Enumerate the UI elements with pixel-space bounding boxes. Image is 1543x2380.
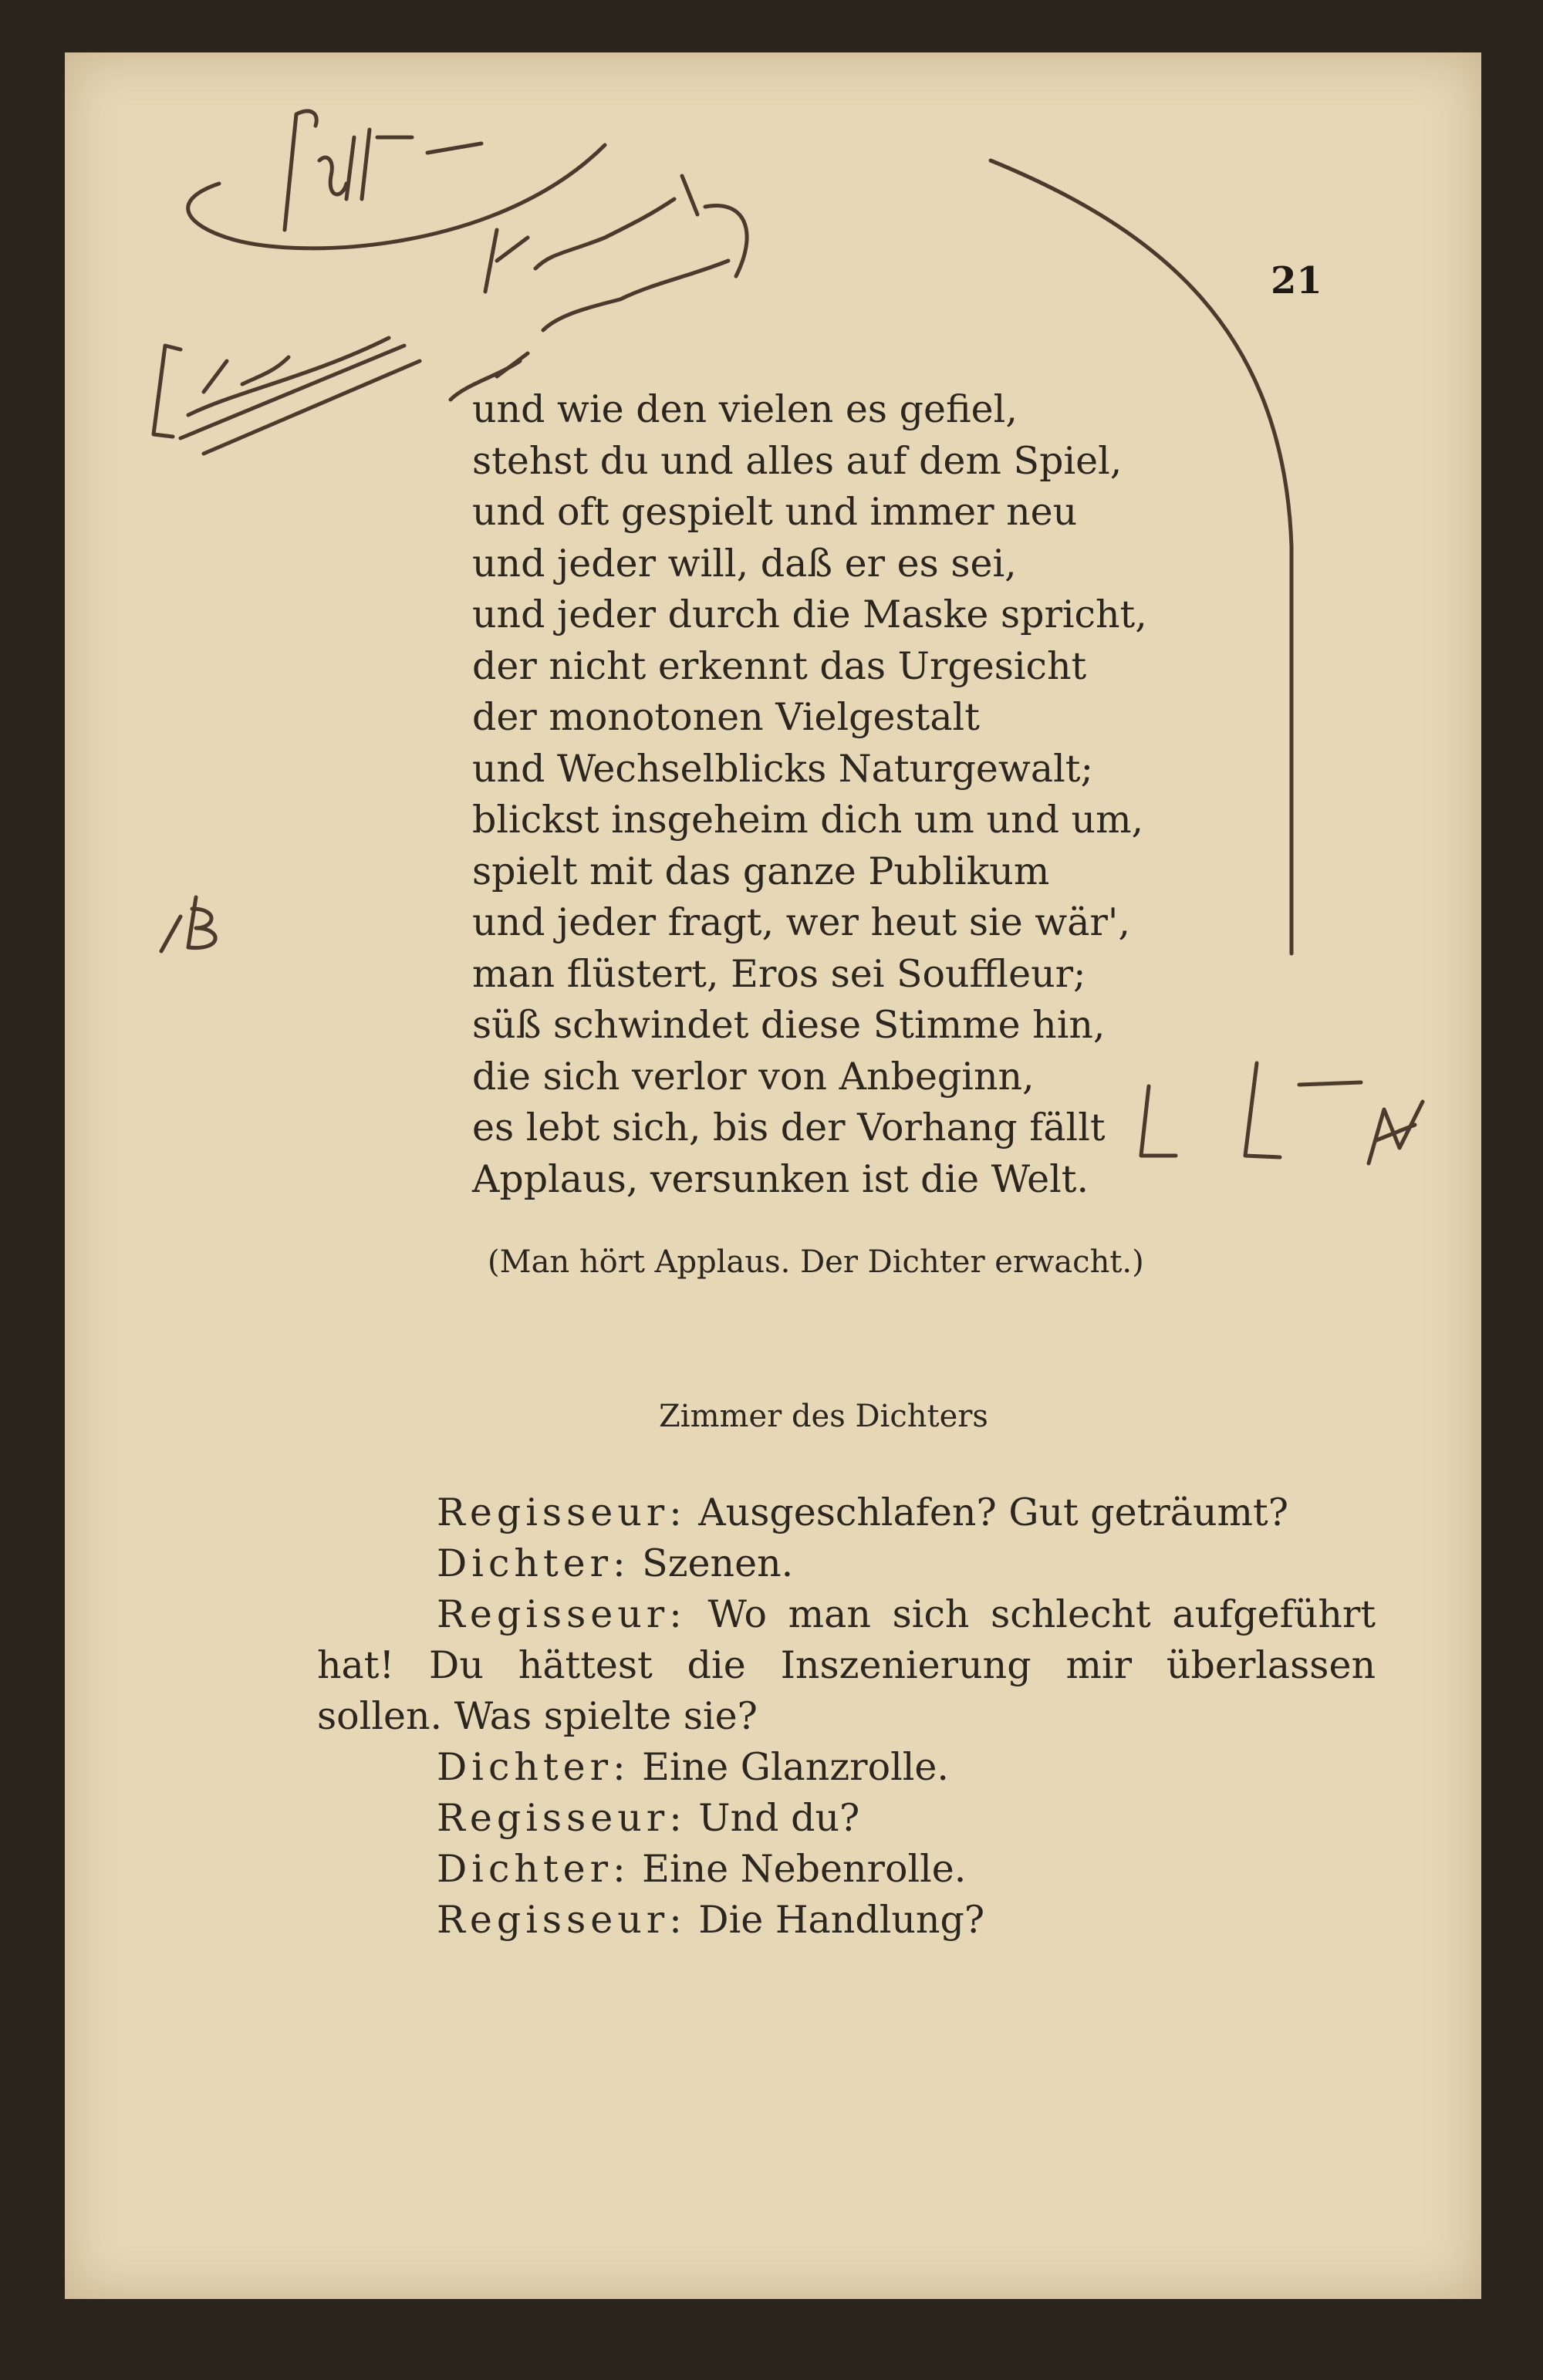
handwriting-kommen — [485, 176, 697, 292]
dialogue-line — [317, 1487, 1376, 1538]
poem-line: und jeder durch die Maske spricht, — [472, 592, 1147, 636]
poem-line: der monotonen Vielgestalt — [472, 695, 980, 739]
handwriting-dreigroschen — [451, 205, 747, 400]
hook-curve-annotation — [188, 145, 605, 248]
speaker-name: Regisseur: — [437, 1592, 687, 1636]
poem-line: und wie den vielen es gefiel, — [472, 387, 1018, 431]
poem — [472, 384, 1147, 1205]
dialogue-text: Wo man sich schlecht aufgeführt hat! Du hättest die Inszenierung mir überlassen sollen. Was spielte sie? — [317, 1592, 1376, 1738]
poem-line: und jeder will, daß er es sei, — [472, 541, 1017, 586]
speaker-name: Regisseur: — [437, 1796, 687, 1840]
poem-line: Applaus, versunken ist die Welt. — [472, 1156, 1089, 1201]
poem-line: es lebt sich, bis der Vorhang fällt — [472, 1106, 1106, 1149]
dialogue — [317, 1487, 1376, 1946]
speaker-name: Dichter: — [437, 1541, 630, 1585]
poem-line: man flüstert, Eros sei Souffleur; — [472, 951, 1086, 996]
dialogue-text: Szenen. — [642, 1541, 794, 1585]
book-page — [65, 52, 1481, 2299]
poem-line: süß schwindet diese Stimme hin, — [472, 1003, 1106, 1047]
handwriting-dash — [1299, 1082, 1361, 1085]
poem-line: und jeder fragt, wer heut sie wär', — [472, 900, 1130, 944]
stage-direction: (Man hört Applaus. Der Dichter erwacht.) — [488, 1244, 1144, 1280]
poem-line: spielt mit das ganze Publikum — [472, 849, 1050, 893]
page-number: 21 — [1271, 259, 1322, 302]
poem-line: blickst insgeheim dich um und um, — [472, 798, 1144, 842]
poem-line: und oft gespielt und immer neu — [472, 490, 1078, 534]
dialogue-text: Eine Glanzrolle. — [642, 1745, 949, 1789]
poem-line: stehst du und alles auf dem Spiel, — [472, 438, 1123, 483]
dialogue-text: Eine Nebenrolle. — [642, 1847, 967, 1891]
poem-line: der nicht erkennt das Urgesicht — [472, 643, 1087, 688]
dialogue-text: Die Handlung? — [698, 1898, 985, 1942]
underline-stroke-1 — [181, 346, 404, 438]
dialogue-line — [317, 1793, 1376, 1844]
handwriting-wandertag — [188, 338, 389, 415]
speaker-name: Dichter: — [437, 1847, 630, 1891]
handwriting-l-mark-2 — [1245, 1063, 1280, 1157]
scene-heading: Zimmer des Dichters — [659, 1399, 988, 1434]
speaker-name: Regisseur: — [437, 1490, 687, 1534]
handwriting-b-mark — [161, 897, 215, 951]
speaker-name: Dichter: — [437, 1745, 630, 1789]
dialogue-text: Ausgeschlafen? Gut geträumt? — [698, 1490, 1288, 1534]
speaker-name: Regisseur: — [437, 1898, 687, 1942]
dialogue-line — [317, 1844, 1376, 1895]
dialogue-line — [317, 1895, 1376, 1946]
dialogue-line — [317, 1589, 1376, 1742]
dialogue-line — [317, 1742, 1376, 1793]
poem-line: und Wechselblicks Naturgewalt; — [472, 746, 1093, 791]
dialogue-line — [317, 1538, 1376, 1589]
poem-line: die sich verlor von Anbeginn, — [472, 1054, 1035, 1099]
dialogue-text: Und du? — [698, 1796, 860, 1840]
bracket-annotation — [154, 346, 181, 437]
underline-stroke-2 — [204, 361, 420, 454]
handwriting-m-mark — [1369, 1102, 1423, 1163]
handwriting-faellt — [285, 111, 481, 230]
